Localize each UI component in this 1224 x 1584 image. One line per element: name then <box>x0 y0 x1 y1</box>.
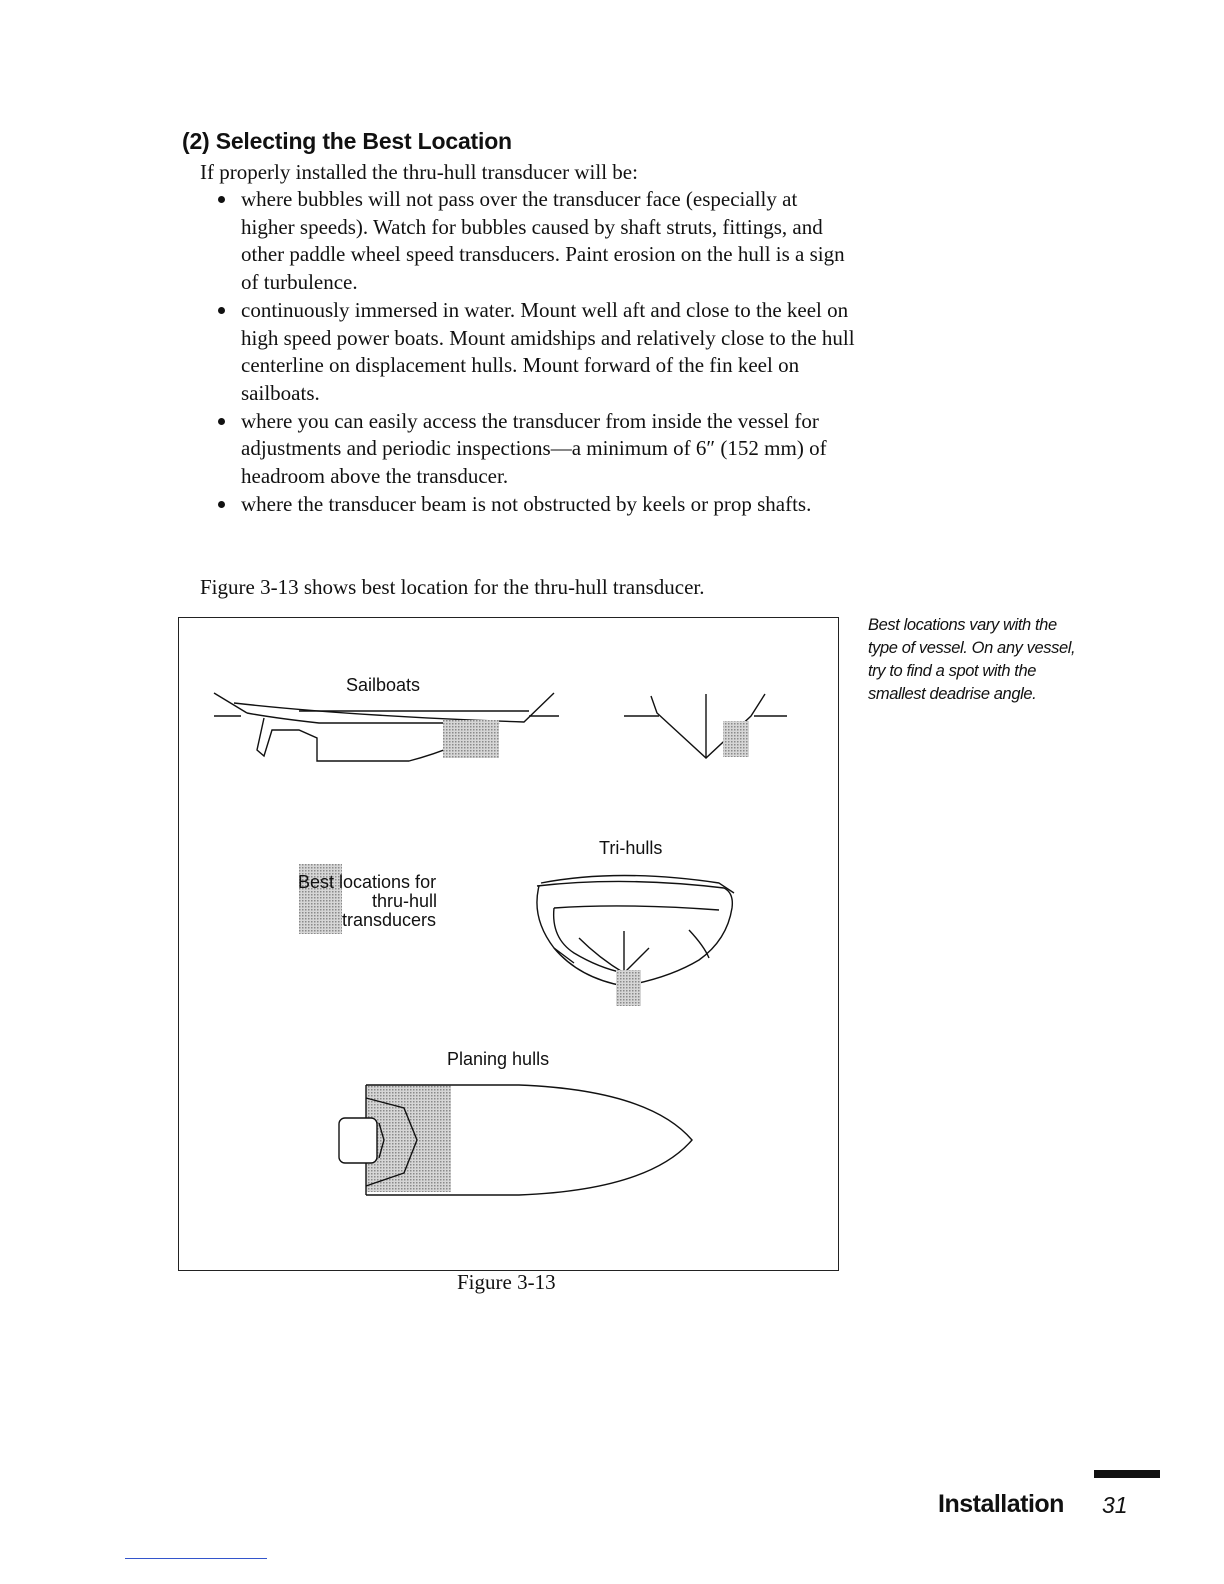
list-item: where you can easily access the transducer from inside the vessel for adjustments and periodic inspections—a minimum of 6″ (152 mm) of headroom above the transducer. <box>216 408 856 491</box>
sailboat-section-best-location <box>723 721 749 757</box>
requirements-list <box>216 186 856 518</box>
tri-hull-drawing <box>537 876 734 987</box>
bottom-divider <box>125 1558 267 1559</box>
tri-hull-best-location <box>616 970 641 1006</box>
footer-rule <box>1094 1470 1160 1478</box>
list-item: where the transducer beam is not obstructed by keels or prop shafts. <box>216 491 856 519</box>
hull-diagram <box>179 618 840 1272</box>
legend-line-3: transducers <box>342 910 437 930</box>
intro-text: If properly installed the thru-hull transducer will be: <box>200 160 638 184</box>
figure-3-13 <box>178 617 839 1271</box>
sailboat-best-location <box>443 720 499 758</box>
sailboat-cross-section <box>624 694 787 758</box>
sailboats-label: Sailboats <box>346 675 421 695</box>
page-number: 31 <box>1102 1492 1128 1518</box>
section-heading: (2) Selecting the Best Location <box>182 128 512 154</box>
tri-hulls-label: Tri-hulls <box>599 838 663 858</box>
planing-hulls-label: Planing hulls <box>447 1049 550 1069</box>
legend-line-2: thru-hull <box>372 891 438 911</box>
list-item: where bubbles will not pass over the transducer face (especially at higher speeds). Watch for bubbles caused by shaft struts, fittings, and other paddle wheel speed transducers. Paint erosion on the hull is a sign of turbulence. <box>216 186 856 297</box>
legend-line-1: Best locations for <box>298 872 437 892</box>
figure-reference: Figure 3-13 shows best location for the thru-hull transducer. <box>200 575 705 599</box>
figure-caption: Figure 3-13 <box>457 1270 556 1294</box>
footer-section-title: Installation <box>938 1490 1064 1518</box>
list-item: continuously immersed in water. Mount well aft and close to the keel on high speed power boats. Mount amidships and relatively close to the hull centerline on displacement hulls. Mount forward of the fin keel on sailboats. <box>216 297 856 408</box>
margin-note: Best locations vary with the type of vessel. On any vessel, try to find a spot with the smallest deadrise angle. <box>868 616 1076 703</box>
sailboat-side-view <box>214 693 559 761</box>
